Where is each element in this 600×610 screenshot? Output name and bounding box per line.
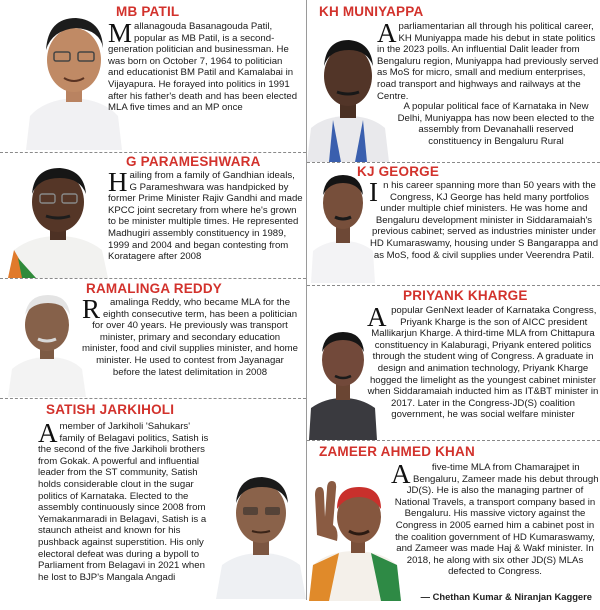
bio-priyank-kharge xyxy=(367,302,599,421)
portrait-g-parameshwara xyxy=(8,154,108,278)
name-satish-jarkiholi: SATISH JARKIHOLI xyxy=(46,402,175,417)
profile-ramalinga-reddy xyxy=(0,279,306,398)
dropcap-kh-muniyappa: A xyxy=(377,18,397,48)
dropcap-kj-george: I xyxy=(369,177,378,207)
name-zameer-ahmed-khan: ZAMEER AHMED KHAN xyxy=(319,444,475,459)
bio-kj-george xyxy=(369,177,599,261)
name-g-parameshwara: G PARAMESHWARA xyxy=(126,154,261,169)
bio-text-satish-jarkiholi: member of Jarkiholi 'Sahukars' family of Belagavi politics, Satish is the second of the five Jarkiholi brothers from Gokak. A powerful and influential leader from the ST community, Satish holds considerable clout in the sugar politics of Karnataka. Elected to the assembly continuously since 2008 from Yemakanmaradi in Belagavi, Satish is a staunch atheist and known for his pushback against superstition. His only electoral defeat was during a bypoll to Parliament from Belagavi in 2021 when he lost to BJP's Mangala Angadi xyxy=(38,421,209,583)
bio-ramalinga-reddy xyxy=(82,294,298,378)
name-mb-patil: MB PATIL xyxy=(116,4,180,19)
bio-mb-patil xyxy=(108,18,300,114)
profile-zameer-ahmed-khan xyxy=(307,441,600,610)
dropcap-mb-patil: M xyxy=(108,18,133,48)
bio-text-mb-patil: allanagouda Basanagouda Patil, popular as MB Patil, is a second-generation politician and businessman. He was born on October 7, 1964 to politician and educationist BM Patil and Kamalabai in Vijayapura. He forayed into politics in 1991 after his father's death and has been elected MLA five times and an MP once xyxy=(108,21,298,114)
byline-credit: — Chethan Kumar & Niranjan Kaggere xyxy=(420,591,592,602)
bio-text-g-parameshwara: ailing from a family of Gandhian ideals, G Parameshwara was handpicked by former Prime Minister Rajiv Gandhi and made KPCC joint secretary from where he's grown to be minister multiple times. He represented Madhugiri assembly constituency in 1989, 1999 and 2004 and began contesting from Koratagere after 2008 xyxy=(108,170,303,263)
bio-zameer-ahmed-khan xyxy=(391,459,599,578)
profile-kh-muniyappa xyxy=(307,0,600,162)
portrait-zameer-ahmed-khan xyxy=(309,465,401,601)
profile-kj-george xyxy=(307,163,600,285)
portrait-satish-jarkiholi xyxy=(216,461,306,599)
dropcap-priyank-kharge: A xyxy=(367,302,387,332)
dropcap-zameer-ahmed-khan: A xyxy=(391,459,411,489)
bio-text-kj-george: n his career spanning more than 50 years with the Congress, KJ George has held many portfolios under multiple chief ministers. He was home and Bengaluru development minister in Siddaramaiah's previous cabinet; served as industries minister under HD Kumaraswamy, housing under S Bangarappa and as MoS, food & civil supplies under Veerendra Patil. xyxy=(369,180,599,261)
dropcap-ramalinga-reddy: R xyxy=(82,294,101,324)
portrait-kj-george xyxy=(311,165,375,283)
profile-mb-patil xyxy=(0,0,306,152)
bio-kh-muniyappa xyxy=(377,18,599,102)
profile-satish-jarkiholi xyxy=(0,399,306,600)
bio-g-parameshwara xyxy=(108,167,304,263)
bio2-kh-muniyappa: A popular political face of Karnataka in New Delhi, Muniyappa has now been elected to the assembly from Devanahalli reserved constituency in Bengaluru Rural xyxy=(397,101,595,147)
dropcap-g-parameshwara: H xyxy=(108,167,128,197)
bio-text-kh-muniyappa: parliamentarian all through his political career, KH Muniyappa made his debut in state politics in the 2023 polls. An influential Dalit leader from Bengaluru region, Muniyappa had previously served as MoS for micro, small and medium enterprises, road transport and highways and railways at the Centre. xyxy=(377,21,599,102)
name-ramalinga-reddy: RAMALINGA REDDY xyxy=(86,281,222,296)
dropcap-satish-jarkiholi: A xyxy=(38,418,58,448)
name-kj-george: KJ GEORGE xyxy=(357,164,440,179)
bio-text-priyank-kharge: popular GenNext leader of Karnataka Congress, Priyank Kharge is the son of AICC president Mallikarjun Kharge. A third-time MLA from Chittapura constituency in Kalaburagi, Priyank entered politics through the student wing of Congress. A graduate in design and animation technology, Priyank Kharge hogged the limelight as the youngest cabinet minister when Siddaramaiah inducted him as IT&BT minister in 2017. Later in the Congress-JD(S) coalition government, he was social welfare minister xyxy=(367,305,599,421)
bio-satish-jarkiholi xyxy=(38,418,214,583)
name-priyank-kharge: PRIYANK KHARGE xyxy=(403,288,528,303)
profile-g-parameshwara xyxy=(0,153,306,278)
profile-priyank-kharge xyxy=(307,286,600,440)
bio-text-zameer-ahmed-khan: five-time MLA from Chamarajpet in Bengaluru, Zameer made his debut through JD(S). He is also the managing partner of National Travels, a transport company based in Bengaluru. His massive victory against the Congress in 2005 earned him a cabinet post in the coalition government of HD Kumaraswamy, and Zameer was made Haj & Wakf minister. In 2018, he along with six other JD(S) MLAs defected to Congress. xyxy=(394,462,599,578)
portrait-ramalinga-reddy xyxy=(8,281,86,397)
bio-text-ramalinga-reddy: amalinga Reddy, who became MLA for the eighth consecutive term, has been a politician for over 40 years. He previously was transport minister, primary and secondary education minister, food and civil supplies minister, and home minister. He used to contest from Jayanagar before the latest delimitation in 2008 xyxy=(82,297,298,378)
name-kh-muniyappa: KH MUNIYAPPA xyxy=(319,4,424,19)
